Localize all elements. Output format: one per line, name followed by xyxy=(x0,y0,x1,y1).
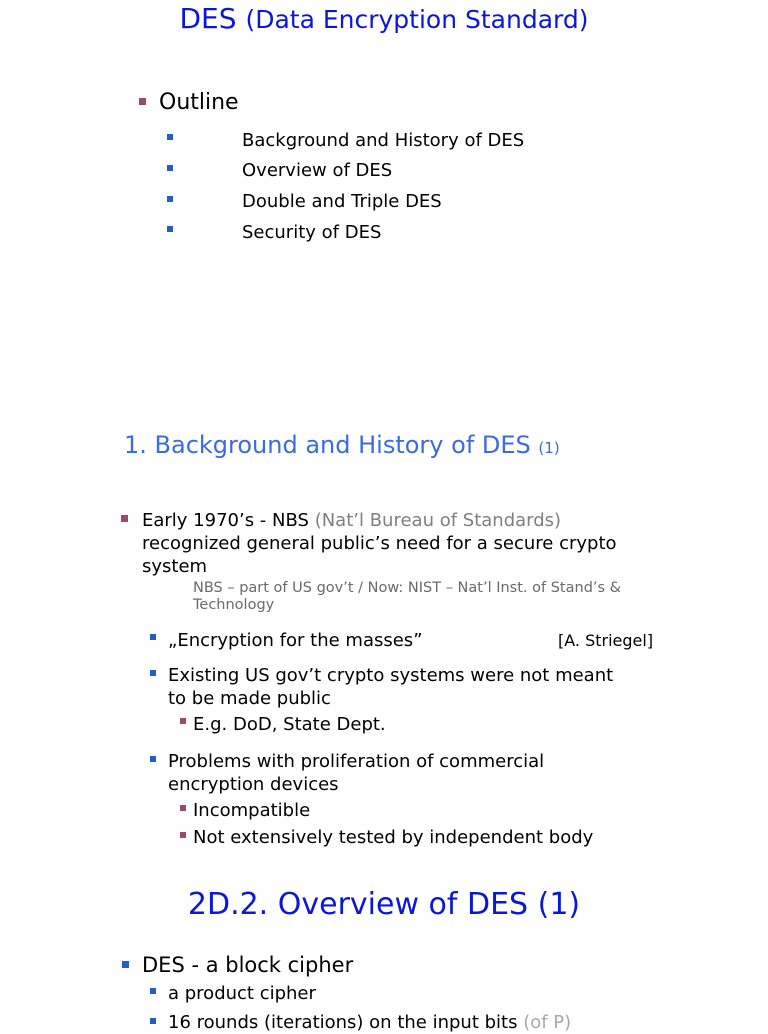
sub-bullet-text: Problems with proliferation of commercial xyxy=(168,751,545,772)
bullet-square-icon xyxy=(150,988,156,994)
bullet-square-icon xyxy=(167,165,173,171)
sub-sub-bullet-text: E.g. DoD, State Dept. xyxy=(193,714,386,735)
bullet-square-icon xyxy=(122,961,129,968)
bullet-square-icon xyxy=(121,515,128,522)
bullet-square-icon xyxy=(167,134,173,140)
sub-bullet-text-main: 16 rounds (iterations) on the input bits xyxy=(168,1012,518,1033)
outline-item: Background and History of DES xyxy=(242,130,525,151)
bullet-square-icon xyxy=(180,718,186,724)
bullet-text xyxy=(142,509,561,532)
sub-bullet-text xyxy=(168,1011,571,1034)
bullet-square-icon xyxy=(139,98,146,105)
citation: [A. Striegel] xyxy=(558,631,654,650)
note-text: NBS – part of US gov’t / Now: NIST – Nat’l Inst. of Stand’s & xyxy=(193,580,621,596)
bullet-square-icon xyxy=(150,670,156,676)
section-title-main: 1. Background and History of DES xyxy=(124,431,531,459)
bullet-square-icon xyxy=(180,832,186,838)
sub-bullet-text: „Encryption for the masses” xyxy=(168,630,423,651)
outline-item: Overview of DES xyxy=(242,160,393,181)
bullet-square-icon xyxy=(167,226,173,232)
bullet-text-line: system xyxy=(142,556,208,577)
sub-sub-bullet-text: Incompatible xyxy=(193,800,311,821)
sub-bullet-text-paren: (of P) xyxy=(523,1012,572,1033)
bullet-square-icon xyxy=(167,196,173,202)
sub-bullet-text: encryption devices xyxy=(168,774,339,795)
bullet-square-icon xyxy=(150,756,156,762)
title-main: DES xyxy=(179,2,237,35)
bullet-square-icon xyxy=(150,1018,156,1024)
slide-title-des xyxy=(0,2,768,35)
section-title-sub: (1) xyxy=(538,439,560,457)
bullet-text: DES - a block cipher xyxy=(142,953,354,977)
sub-bullet-text: Existing US gov’t crypto systems were not meant xyxy=(168,665,614,686)
section-title-background xyxy=(124,431,560,459)
sub-bullet-text: to be made public xyxy=(168,688,331,709)
bullet-square-icon xyxy=(150,634,156,640)
section-title-overview: 2D.2. Overview of DES (1) xyxy=(187,887,581,922)
note-text: Technology xyxy=(193,597,275,613)
outline-item: Double and Triple DES xyxy=(242,191,442,212)
bullet-text-main: Early 1970’s - NBS xyxy=(142,510,309,531)
sub-bullet-text: a product cipher xyxy=(168,983,316,1004)
sub-sub-bullet-text: Not extensively tested by independent body xyxy=(193,827,594,848)
title-sub: (Data Encryption Standard) xyxy=(245,5,589,34)
bullet-text-paren: (Nat’l Bureau of Standards) xyxy=(314,510,562,531)
bullet-square-icon xyxy=(180,805,186,811)
outline-heading: Outline xyxy=(159,90,239,115)
bullet-text-line: recognized general public’s need for a secure crypto xyxy=(142,533,617,554)
outline-item: Security of DES xyxy=(242,222,382,243)
